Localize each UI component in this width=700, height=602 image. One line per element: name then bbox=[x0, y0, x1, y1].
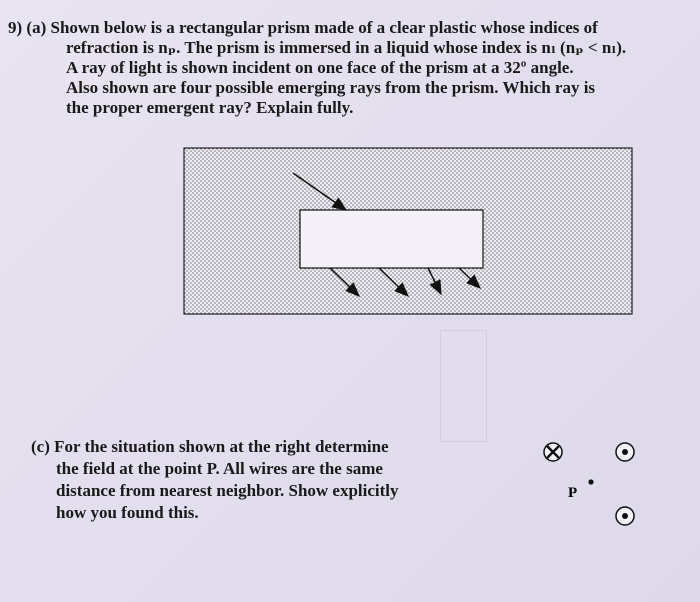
question-c-line: distance from nearest neighbor. Show explicitly bbox=[56, 481, 399, 500]
wire-out-of-page-top bbox=[616, 443, 634, 461]
wire-out-of-page-bottom bbox=[616, 507, 634, 525]
question-c-line: how you found this. bbox=[56, 503, 199, 522]
question-c-line: (c) For the situation shown at the right determine bbox=[31, 437, 389, 456]
question-a-line: A ray of light is shown incident on one face of the prism at a 32º angle. bbox=[66, 58, 574, 77]
question-a-line: refraction is nₚ. The prism is immersed in a liquid whose index is nₗ (nₚ < nₗ). bbox=[66, 38, 627, 57]
question-c-text bbox=[31, 436, 399, 524]
point-p-label: P bbox=[568, 485, 578, 501]
question-c-line: the field at the point P. All wires are the same bbox=[56, 459, 383, 478]
question-a-line: Also shown are four possible emerging rays from the prism. Which ray is bbox=[66, 78, 596, 97]
wire-into-page bbox=[544, 443, 562, 461]
question-a-line: the proper emergent ray? Explain fully. bbox=[66, 98, 354, 117]
point-p-dot bbox=[588, 479, 593, 484]
prism bbox=[300, 210, 483, 268]
question-a-line: 9) (a) Shown below is a rectangular prism made of a clear plastic whose indices of bbox=[8, 18, 598, 37]
